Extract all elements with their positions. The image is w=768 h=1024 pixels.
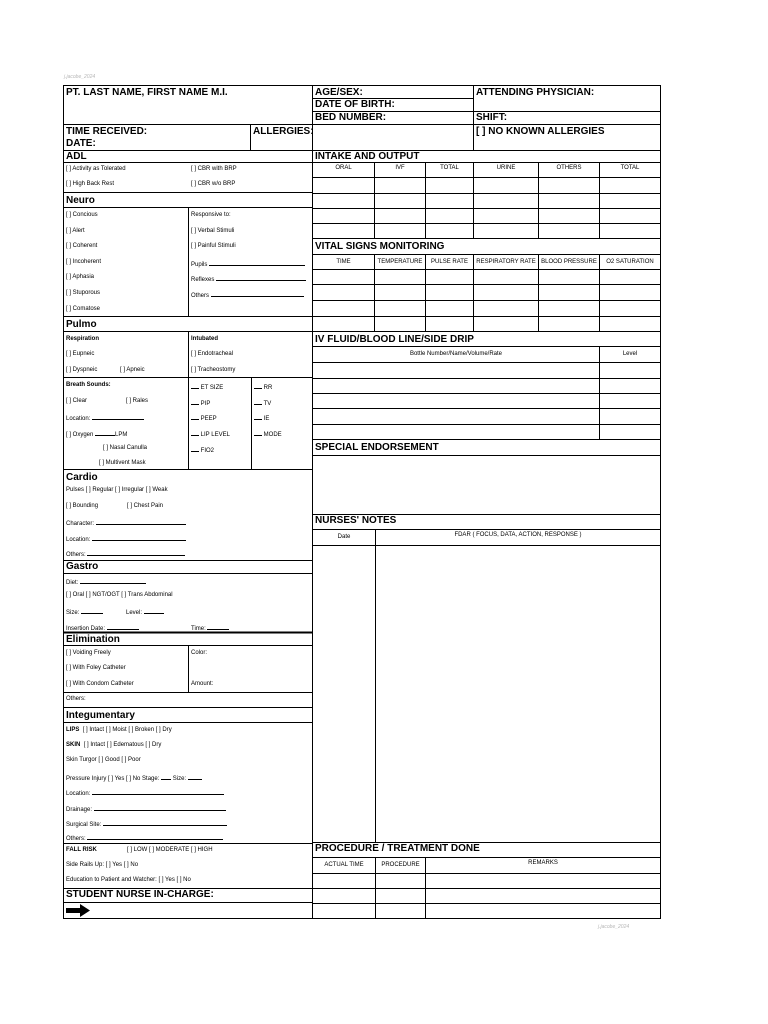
breath-rales[interactable]: [ ] Rales: [126, 398, 149, 404]
cardio-chest-pain[interactable]: [ ] Chest Pain: [127, 503, 164, 509]
gastro-size-label: Size:: [66, 610, 80, 616]
gastro-size-blank[interactable]: [81, 607, 103, 614]
gastro-time-label: Time:: [191, 626, 206, 632]
vent-lip-level[interactable]: [191, 429, 230, 438]
io-col-oral: ORAL: [335, 165, 352, 171]
education[interactable]: Education to Patient and Watcher: [ ] Yes [ ] No: [66, 877, 191, 883]
diet-label: Diet:: [66, 580, 79, 586]
iv-col-level: Level: [622, 351, 638, 357]
neuro-aphasia[interactable]: [ ] Aphasia: [66, 274, 95, 280]
cardio-location-label: Location:: [66, 537, 91, 543]
pulmo-oxygen[interactable]: [66, 429, 127, 438]
fio2-label: FIO2: [200, 448, 215, 454]
vs-col-o2-saturation: O2 SATURATION: [606, 259, 654, 265]
elim-amount[interactable]: Amount:: [191, 681, 214, 687]
pupils-blank[interactable]: [209, 259, 305, 266]
integ-others[interactable]: [66, 833, 223, 842]
proc-col-remarks: REMARKS: [528, 860, 558, 866]
integ-turgor[interactable]: Skin Turgor [ ] Good [ ] Poor: [66, 757, 141, 763]
io-col-others: OTHERS: [556, 165, 582, 171]
tv-blank[interactable]: [254, 398, 262, 405]
student-nurse-label: STUDENT NURSE IN-CHARGE:: [66, 889, 214, 900]
et-size-blank[interactable]: [191, 382, 199, 389]
vent-mode[interactable]: [254, 429, 282, 438]
gastro-time-blank[interactable]: [207, 623, 229, 630]
shift-label: SHIFT:: [476, 112, 508, 123]
breath-clear[interactable]: [ ] Clear: [66, 398, 88, 404]
neuro-others-blank[interactable]: [211, 290, 304, 297]
adl-cbr-with-brp[interactable]: [ ] CBR with BRP: [191, 166, 237, 172]
nurses-notes-title: NURSES' NOTES: [315, 515, 397, 526]
cardio-bounding[interactable]: [ ] Bounding: [66, 503, 99, 509]
vent-et-size[interactable]: [191, 382, 223, 391]
elim-foley[interactable]: [ ] With Foley Catheter: [66, 665, 126, 671]
watermark-bottom: j.jacobe_2024: [598, 924, 630, 930]
gastro-level-blank[interactable]: [144, 607, 164, 614]
cardio-pulses[interactable]: Pulses [ ] Regular [ ] Irregular [ ] Weak: [66, 487, 168, 493]
neuro-responsive-to: Responsive to:: [191, 212, 231, 218]
ie-label: IE: [263, 416, 270, 422]
rr-blank[interactable]: [254, 382, 262, 389]
cardio-others[interactable]: [66, 549, 185, 558]
gastro-insertion-date[interactable]: [66, 623, 139, 632]
no-known-allergies-checkbox[interactable]: [ ] NO KNOWN ALLERGIES: [476, 126, 605, 137]
proc-col-actual-time: ACTUAL TIME: [324, 862, 364, 868]
integ-location[interactable]: [66, 788, 224, 797]
character-label: Character:: [66, 521, 95, 527]
neuro-others[interactable]: [191, 290, 304, 299]
neuro-coherent[interactable]: [ ] Coherent: [66, 243, 98, 249]
pulmo-eupneic[interactable]: [ ] Eupneic: [66, 351, 95, 357]
date-label: DATE:: [66, 138, 96, 149]
gastro-title: Gastro: [66, 561, 99, 572]
integ-skin[interactable]: [66, 742, 161, 748]
neuro-verbal-stimuli[interactable]: [ ] Verbal Stimuli: [191, 228, 235, 234]
lip-level-blank[interactable]: [191, 429, 199, 436]
surgical-blank[interactable]: [103, 819, 227, 826]
allergies-label: ALLERGIES:: [253, 126, 314, 137]
gastro-level-label: Level:: [126, 610, 143, 616]
neuro-reflexes[interactable]: [191, 274, 306, 283]
drainage-label: Drainage:: [66, 807, 93, 813]
neuro-stuporous[interactable]: [ ] Stuporous: [66, 290, 101, 296]
surgical-label: Surgical Site:: [66, 822, 102, 828]
pulmo-location-label: Location:: [66, 416, 91, 422]
peep-label: PEEP: [200, 416, 217, 422]
oxygen-label: [ ] Oxygen: [66, 432, 94, 438]
neuro-title: Neuro: [66, 195, 95, 206]
io-col-total-in: TOTAL: [440, 165, 459, 171]
cardio-others-blank[interactable]: [87, 549, 185, 556]
neuro-incoherent[interactable]: [ ] Incoherent: [66, 259, 102, 265]
vs-col-blood-pressure: BLOOD PRESSURE: [541, 259, 597, 265]
arrow-right-icon: [66, 904, 90, 917]
vs-col-pulse-rate: PULSE RATE: [431, 259, 468, 265]
integ-drainage[interactable]: [66, 804, 226, 813]
integ-location-blank[interactable]: [92, 788, 224, 795]
nasal-canulla[interactable]: [ ] Nasal Canulla: [103, 445, 148, 451]
procedure-title: PROCEDURE / TREATMENT DONE: [315, 843, 480, 854]
peep-blank[interactable]: [191, 413, 199, 420]
adl-cbr-without-brp[interactable]: [ ] CBR w/o BRP: [191, 181, 236, 187]
vital-signs-title: VITAL SIGNS MONITORING: [315, 241, 445, 252]
gastro-time[interactable]: [191, 623, 229, 632]
vent-ie[interactable]: [254, 413, 269, 422]
gastro-size[interactable]: [66, 607, 103, 616]
insertion-date-blank[interactable]: [107, 623, 139, 630]
attending-physician-label: ATTENDING PHYSICIAN:: [476, 87, 595, 98]
breath-sounds-label: Breath Sounds:: [66, 382, 111, 388]
reflexes-blank[interactable]: [216, 274, 306, 281]
neuro-pupils[interactable]: [191, 259, 305, 268]
vs-col-time: TIME: [336, 259, 351, 265]
vent-rr[interactable]: [254, 382, 272, 391]
elim-condom[interactable]: [ ] With Condom Catheter: [66, 681, 134, 687]
adl-activity-tolerated[interactable]: [ ] Activity as Tolerated: [66, 166, 126, 172]
mode-label: MODE: [263, 432, 282, 438]
io-col-total-out: TOTAL: [620, 165, 640, 171]
side-rails[interactable]: Side Rails Up: [ ] Yes [ ] No: [66, 862, 139, 868]
intubated-label: Intubated: [191, 336, 218, 342]
pulmo-tracheostomy[interactable]: [ ] Tracheostomy: [191, 367, 236, 373]
pulmo-title: Pulmo: [66, 319, 97, 330]
pressure-size-blank[interactable]: [188, 773, 202, 780]
respiration-label: Respiration: [66, 336, 100, 342]
io-col-urine: URINE: [496, 165, 516, 171]
cardio-title: Cardio: [66, 472, 98, 483]
pulmo-location[interactable]: [66, 413, 144, 422]
tv-label: TV: [263, 401, 272, 407]
neuro-comatose[interactable]: [ ] Comatose: [66, 306, 101, 312]
intake-output-title: INTAKE AND OUTPUT: [315, 151, 420, 162]
gastro-level[interactable]: [126, 607, 164, 616]
fio2-blank[interactable]: [191, 445, 199, 452]
vent-peep[interactable]: [191, 413, 217, 422]
neuro-conscious[interactable]: [ ] Concious: [66, 212, 98, 218]
oxygen-blank[interactable]: [95, 429, 115, 436]
io-col-ivf: IVF: [395, 165, 405, 171]
neuro-painful-stimuli[interactable]: [ ] Painful Stimuli: [191, 243, 236, 249]
gastro-diet[interactable]: [66, 577, 146, 586]
diet-blank[interactable]: [80, 577, 146, 584]
integ-location-label: Location:: [66, 791, 91, 797]
notes-col-fdar: FDAR ( FOCUS, DATA, ACTION, RESPONSE ): [454, 532, 582, 538]
pip-blank[interactable]: [191, 398, 199, 405]
rr-label: RR: [263, 385, 273, 391]
elim-voiding[interactable]: [ ] Voiding Freely: [66, 650, 111, 656]
watermark-top: j.jacobe_2024: [64, 74, 96, 80]
character-blank[interactable]: [96, 518, 186, 525]
special-endorsement-title: SPECIAL ENDORSEMENT: [315, 442, 439, 453]
proc-col-procedure: PROCEDURE: [381, 862, 420, 868]
dob-label: DATE OF BIRTH:: [315, 99, 395, 110]
lip-level-label: LIP LEVEL: [200, 432, 230, 438]
pulmo-endotracheal[interactable]: [ ] Endotracheal: [191, 351, 234, 357]
neuro-others-label: Others: [191, 293, 210, 299]
time-received-label: TIME RECEIVED:: [66, 126, 148, 137]
ie-blank[interactable]: [254, 413, 262, 420]
pressure-size-label: Size:: [172, 776, 187, 782]
skin-label: SKIN: [66, 742, 81, 748]
stage-blank[interactable]: [161, 773, 171, 780]
lips-options[interactable]: [ ] Intact [ ] Moist [ ] Broken [ ] Dry: [82, 727, 172, 733]
iv-fluid-title: IV FLUID/BLOOD LINE/SIDE DRIP: [315, 334, 474, 345]
et-size-label: ET SIZE: [200, 385, 224, 391]
cardio-location-blank[interactable]: [92, 534, 186, 541]
mode-blank[interactable]: [254, 429, 262, 436]
integ-lips[interactable]: [66, 727, 172, 733]
elimination-title: Elimination: [66, 634, 120, 645]
fall-risk-options[interactable]: [ ] LOW [ ] MODERATE [ ] HIGH: [127, 847, 213, 853]
neuro-alert[interactable]: [ ] Alert: [66, 228, 85, 234]
adl-high-back-rest[interactable]: [ ] High Back Rest: [66, 181, 115, 187]
cardio-others-label: Others:: [66, 552, 86, 558]
drainage-blank[interactable]: [94, 804, 226, 811]
adl-title: ADL: [66, 151, 87, 162]
gastro-route[interactable]: [ ] Oral [ ] NGT/OGT [ ] Trans Abdominal: [66, 592, 173, 598]
pressure-label: Pressure Injury [ ] Yes [ ] No Stage:: [66, 776, 160, 782]
skin-options[interactable]: [ ] Intact [ ] Edematous [ ] Dry: [83, 742, 162, 748]
cardio-character[interactable]: [66, 518, 186, 527]
lips-label: LIPS: [66, 727, 80, 733]
integ-pressure[interactable]: [66, 773, 202, 782]
integ-others-label: Others:: [66, 836, 86, 842]
vent-pip[interactable]: [191, 398, 210, 407]
fall-risk-label: FALL RISK: [66, 847, 97, 853]
age-sex-label: AGE/SEX:: [315, 87, 363, 98]
vs-col-respiratory-rate: RESPIRATORY RATE: [476, 259, 536, 265]
vent-tv[interactable]: [254, 398, 271, 407]
cardio-location[interactable]: [66, 534, 186, 543]
lpm-label: LPM: [115, 432, 128, 438]
multivent-mask[interactable]: [ ] Multivent Mask: [99, 460, 146, 466]
pulmo-dyspneic[interactable]: [ ] Dyspneic: [66, 367, 98, 373]
insertion-date-label: Insertion Date:: [66, 626, 106, 632]
pip-label: PIP: [200, 401, 211, 407]
reflexes-label: Reflexes: [191, 277, 215, 283]
patient-name-label: PT. LAST NAME, FIRST NAME M.I.: [66, 87, 228, 98]
integ-others-blank[interactable]: [87, 833, 223, 840]
pulmo-location-blank[interactable]: [92, 413, 144, 420]
vent-fio2[interactable]: [191, 445, 214, 454]
iv-col-bottle: Bottle Number/Name/Volume/Rate: [409, 351, 503, 357]
elim-others[interactable]: Others:: [66, 696, 86, 702]
integ-surgical[interactable]: [66, 819, 227, 828]
bed-number-label: BED NUMBER:: [315, 112, 387, 123]
pupils-label: Pupils: [191, 262, 208, 268]
notes-col-date: Date: [337, 534, 351, 540]
pulmo-apneic[interactable]: [ ] Apneic: [120, 367, 145, 373]
vs-col-temperature: TEMPERATURE: [377, 259, 423, 265]
elim-color[interactable]: Color:: [191, 650, 208, 656]
integumentary-title: Integumentary: [66, 710, 135, 721]
